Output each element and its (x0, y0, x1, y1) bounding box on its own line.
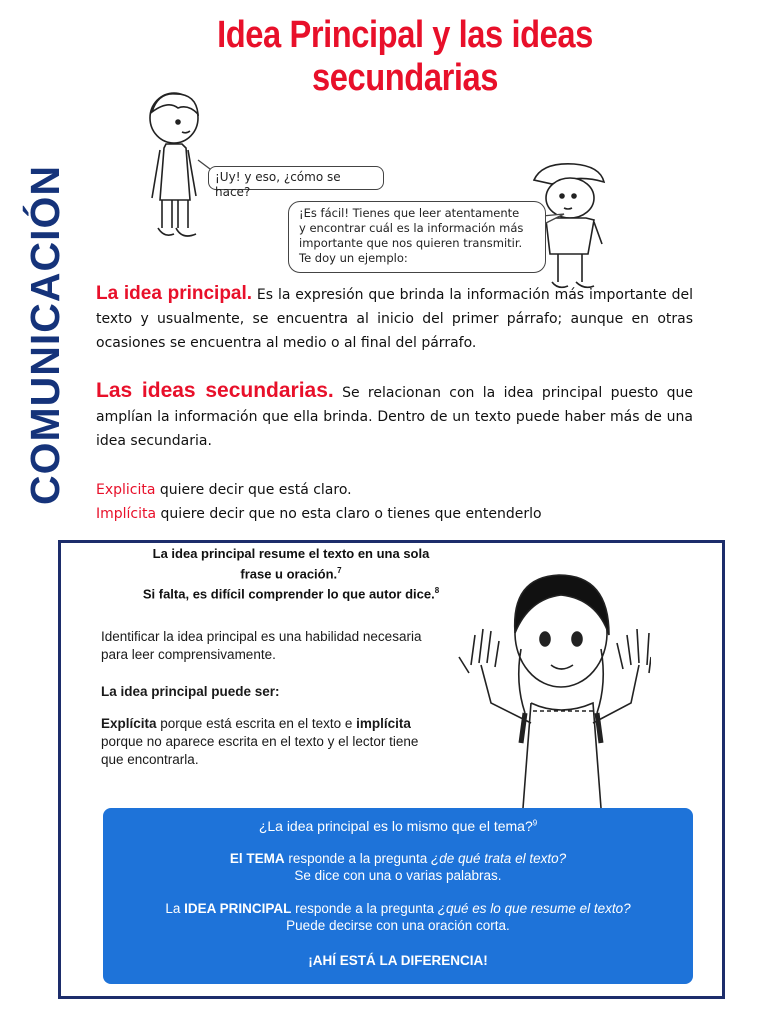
idea-principal-text: Es la expresión que brinda la información más importante del texto y usualmente, se encuentra al inicio del primer párrafo; aunque en otras ocasiones se encuentra al medio o al final del párrafo. (96, 287, 694, 351)
footnote-marker: 8 (434, 586, 440, 596)
footnote-marker: 9 (532, 818, 538, 828)
footnote-marker: 7 (337, 566, 342, 575)
idea-principal-explanation: La IDEA PRINCIPAL responde a la pregunta ¿qué es lo que resume el texto? Puede decirse con una oración corta. (165, 901, 631, 933)
panel-question: ¿La idea principal es lo mismo que el tema?$^9$ (258, 818, 538, 834)
subject-label: COMUNICACIÓN (22, 165, 68, 505)
implicita-definition (96, 506, 542, 522)
quote-line-with-note: frase u oración.$^7$ (240, 566, 342, 582)
implicita-term: Implícita (96, 506, 157, 522)
info-box (58, 540, 725, 999)
idea-principal-heading: La idea principal. (96, 283, 253, 304)
explicita-term: Explicita (96, 482, 156, 498)
answer-line: importante que nos quieren transmitir. (299, 236, 523, 250)
page-title: Idea Principal y las ideas secundarias (217, 14, 593, 99)
explicita-text: quiere decir que está claro. (155, 482, 352, 498)
quote-line-with-note: Si falta, es difícil comprender lo que autor dice.$^8$ (142, 586, 440, 602)
identify-text: Identificar la idea principal es una habilidad necesaria para leer comprensivamente. (101, 629, 422, 662)
speech-bubble-answer (288, 201, 546, 273)
ideas-secundarias-heading: Las ideas secundarias. (96, 379, 334, 402)
puede-ser-heading: La idea principal puede ser: (101, 684, 280, 699)
idea-principal-paragraph (96, 282, 693, 355)
explicita-definition (96, 482, 352, 498)
implicita-text: quiere decir que no esta claro o tienes que entenderlo (156, 506, 542, 522)
ideas-secundarias-paragraph (96, 379, 693, 453)
difference-callout: ¡AHÍ ESTÁ LA DIFERENCIA! (308, 953, 488, 968)
explicita-implicita-text: Explícita porque está escrita en el texto e implícita porque no aparece escrita en el texto y el lector tiene que encontrarla. (101, 716, 419, 767)
speech-bubble-question: ¡Uy! y eso, ¿cómo se hace? (208, 166, 384, 190)
ideas-secundarias-text: Se relacionan con la idea principal puesto que amplían la información que ella brinda. Dentro de un texto puede haber más de una idea secundaria. (96, 385, 693, 449)
answer-line: Te doy un ejemplo: (299, 251, 408, 265)
answer-line: y encontrar cuál es la información más (299, 221, 524, 235)
tema-explanation: El TEMA responde a la pregunta ¿de qué trata el texto? Se dice con una o varias palabras. (229, 851, 567, 883)
tema-vs-idea-panel (103, 808, 693, 984)
quote-line: La idea principal resume el texto en una sola (152, 546, 430, 561)
answer-line: ¡Es fácil! Tienes que leer atentamente (299, 206, 520, 220)
girl-illustration (451, 553, 651, 808)
summary-quote (131, 545, 451, 603)
